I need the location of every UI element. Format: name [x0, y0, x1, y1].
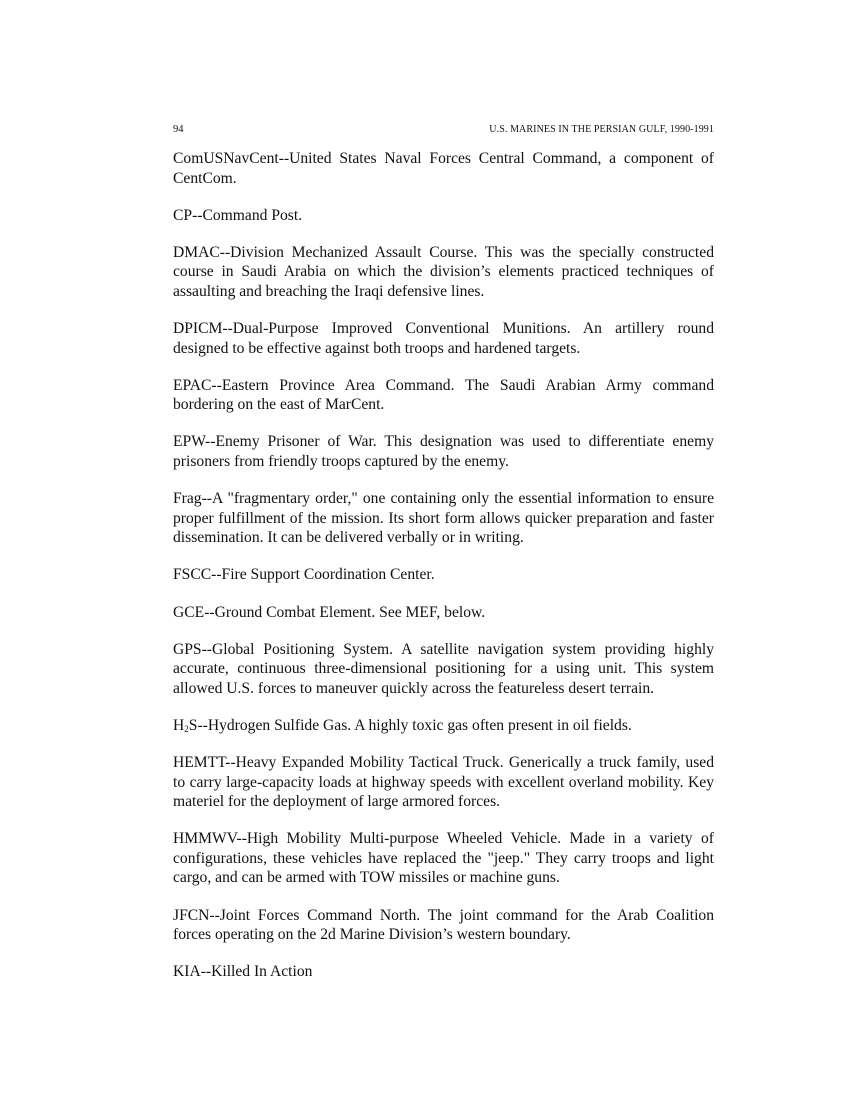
glossary-entry-frag: Frag--A "fragmentary order," one containing only the essential information to ensure proper fulfillment of the mission. Its short form allows quicker preparation and faster dissemination. It can be delivered verbally or in writing. — [173, 490, 714, 547]
glossary-entry-kia: KIA--Killed In Action — [173, 963, 313, 981]
glossary-entry-dpicm: DPICM--Dual-Purpose Improved Conventional Munitions. An artillery round designed to be effective against both troops and hardened targets. — [173, 320, 714, 357]
glossary-entry-hmmwv: HMMWV--High Mobility Multi-purpose Wheeled Vehicle. Made in a variety of configurations, these vehicles have replaced the "jeep." They carry troops and light cargo, and can be armed with TOW missiles or machine guns. — [173, 830, 714, 887]
entry-text: S--Hydrogen Sulfide Gas. A highly toxic gas often present in oil fields. — [188, 716, 632, 734]
glossary-entry-jfcn: JFCN--Joint Forces Command North. The joint command for the Arab Coalition forces operating on the 2d Marine Division’s western boundary. — [173, 906, 714, 944]
glossary-entry-dmac: DMAC--Division Mechanized Assault Course. This was the specially constructed course in Saudi Arabia on which the division’s elements practiced techniques of assaulting and breaching the Iraqi defensive lines. — [173, 243, 714, 300]
glossary-entry-comusnavcent: ComUSNavCent--United States Naval Forces Central Command, a component of CentCom. — [173, 150, 714, 187]
term-h: H — [173, 716, 185, 734]
glossary-entry-cp: CP--Command Post. — [173, 206, 303, 224]
glossary-entry-h2s — [173, 716, 714, 736]
glossary-entry-epw: EPW--Enemy Prisoner of War. This designation was used to differentiate enemy prisoners from friendly troops captured by the enemy. — [173, 433, 714, 471]
glossary-entry-hemtt: HEMTT--Heavy Expanded Mobility Tactical Truck. Generically a truck family, used to carry large-capacity loads at highway speeds with excellent overland mobility. Key materiel for the deployment of large armored forces. — [173, 753, 714, 811]
running-header — [173, 124, 714, 135]
glossary-entry-fscc: FSCC--Fire Support Coordination Center. — [173, 566, 435, 584]
glossary-entry-gce: GCE--Ground Combat Element. See MEF, below. — [173, 603, 486, 621]
glossary-entry-epac: EPAC--Eastern Province Area Command. The Saudi Arabian Army command bordering on the east of MarCent. — [173, 376, 714, 414]
page-number: 94 — [173, 124, 184, 135]
term-subscript: 2 — [184, 723, 189, 734]
glossary-entry-gps: GPS--Global Positioning System. A satellite navigation system providing highly accurate, continuous three-dimensional positioning for a using unit. This system allowed U.S. forces to maneuver quickly across the featureless desert terrain. — [173, 640, 714, 697]
glossary-content — [173, 149, 714, 999]
running-title: U.S. MARINES IN THE PERSIAN GULF, 1990-1991 — [489, 124, 714, 135]
